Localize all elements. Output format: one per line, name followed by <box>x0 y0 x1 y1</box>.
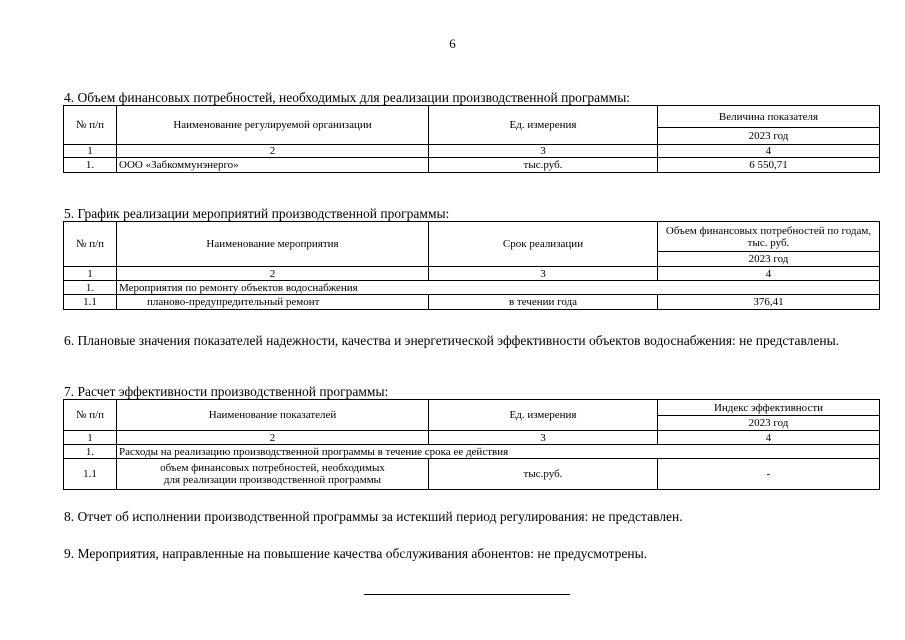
page-number: 6 <box>449 36 456 51</box>
index-cell: 2 <box>117 267 429 281</box>
index-cell: 3 <box>429 431 658 445</box>
schedule-table <box>63 221 880 310</box>
row-value: 6 550,71 <box>658 158 880 173</box>
header-num: № п/п <box>64 400 117 431</box>
section-4-heading: 4. Объем финансовых потребностей, необходимых для реализации производственной программы: <box>64 90 631 105</box>
header-value: Индекс эффективности <box>658 400 880 416</box>
header-value: Объем финансовых потребностей по годам, тыс. руб. <box>658 222 880 252</box>
row-indicator-name <box>117 459 429 490</box>
header-org-name: Наименование регулируемой организации <box>117 106 429 145</box>
index-cell: 4 <box>658 145 880 158</box>
row-indicator-line-2: для реализации производственной программы <box>163 474 382 486</box>
row-unit: тыс.руб. <box>429 158 658 173</box>
section-7-heading: 7. Расчет эффективности производственной программы: <box>64 384 389 399</box>
index-cell: 4 <box>658 267 880 281</box>
group-title: Мероприятия по ремонту объектов водоснабжения <box>117 281 880 295</box>
efficiency-table <box>63 399 880 490</box>
row-period: в течении года <box>429 295 658 310</box>
section-9-text: 9. Мероприятия, направленные на повышение качества обслуживания абонентов: не предусмотрены. <box>64 546 648 561</box>
row-value: 376,41 <box>658 295 880 310</box>
row-org-name: ООО «Забкоммунэнерго» <box>117 158 429 173</box>
header-year: 2023 год <box>658 128 880 145</box>
row-measure-name: планово-предупредительный ремонт <box>117 295 429 310</box>
row-num: 1.1 <box>64 295 117 310</box>
header-measure-name: Наименование мероприятия <box>117 222 429 267</box>
row-unit: тыс.руб. <box>429 459 658 490</box>
financial-needs-table <box>63 105 880 173</box>
header-period: Срок реализации <box>429 222 658 267</box>
index-cell: 2 <box>117 431 429 445</box>
group-row <box>64 445 880 459</box>
header-unit: Ед. измерения <box>429 106 658 145</box>
closing-rule <box>364 594 570 595</box>
header-year: 2023 год <box>658 252 880 267</box>
section-8-text: 8. Отчет об исполнении производственной программы за истекший период регулирования: не представлен. <box>64 509 683 524</box>
header-indicator-name: Наименование показателей <box>117 400 429 431</box>
group-row <box>64 281 880 295</box>
group-num: 1. <box>64 445 117 459</box>
row-value: - <box>658 459 880 490</box>
index-cell: 1 <box>64 431 117 445</box>
index-cell: 3 <box>429 145 658 158</box>
header-num: № п/п <box>64 106 117 145</box>
row-num: 1. <box>64 158 117 173</box>
index-cell: 2 <box>117 145 429 158</box>
section-5-heading: 5. График реализации мероприятий производственной программы: <box>64 206 450 221</box>
group-title: Расходы на реализацию производственной программы в течение срока ее действия <box>117 445 880 459</box>
section-6-text: 6. Плановые значения показателей надежности, качества и энергетической эффективности объектов водоснабжения: не представлены. <box>64 333 840 348</box>
table-row <box>64 158 880 173</box>
group-num: 1. <box>64 281 117 295</box>
table-row <box>64 295 880 310</box>
row-indicator-line-1: объем финансовых потребностей, необходимых <box>160 462 385 474</box>
index-cell: 3 <box>429 267 658 281</box>
index-cell: 1 <box>64 145 117 158</box>
header-value: Величина показателя <box>658 106 880 128</box>
index-cell: 1 <box>64 267 117 281</box>
header-num: № п/п <box>64 222 117 267</box>
table-row <box>64 459 880 490</box>
header-unit: Ед. измерения <box>429 400 658 431</box>
header-year: 2023 год <box>658 416 880 431</box>
row-num: 1.1 <box>64 459 117 490</box>
index-cell: 4 <box>658 431 880 445</box>
